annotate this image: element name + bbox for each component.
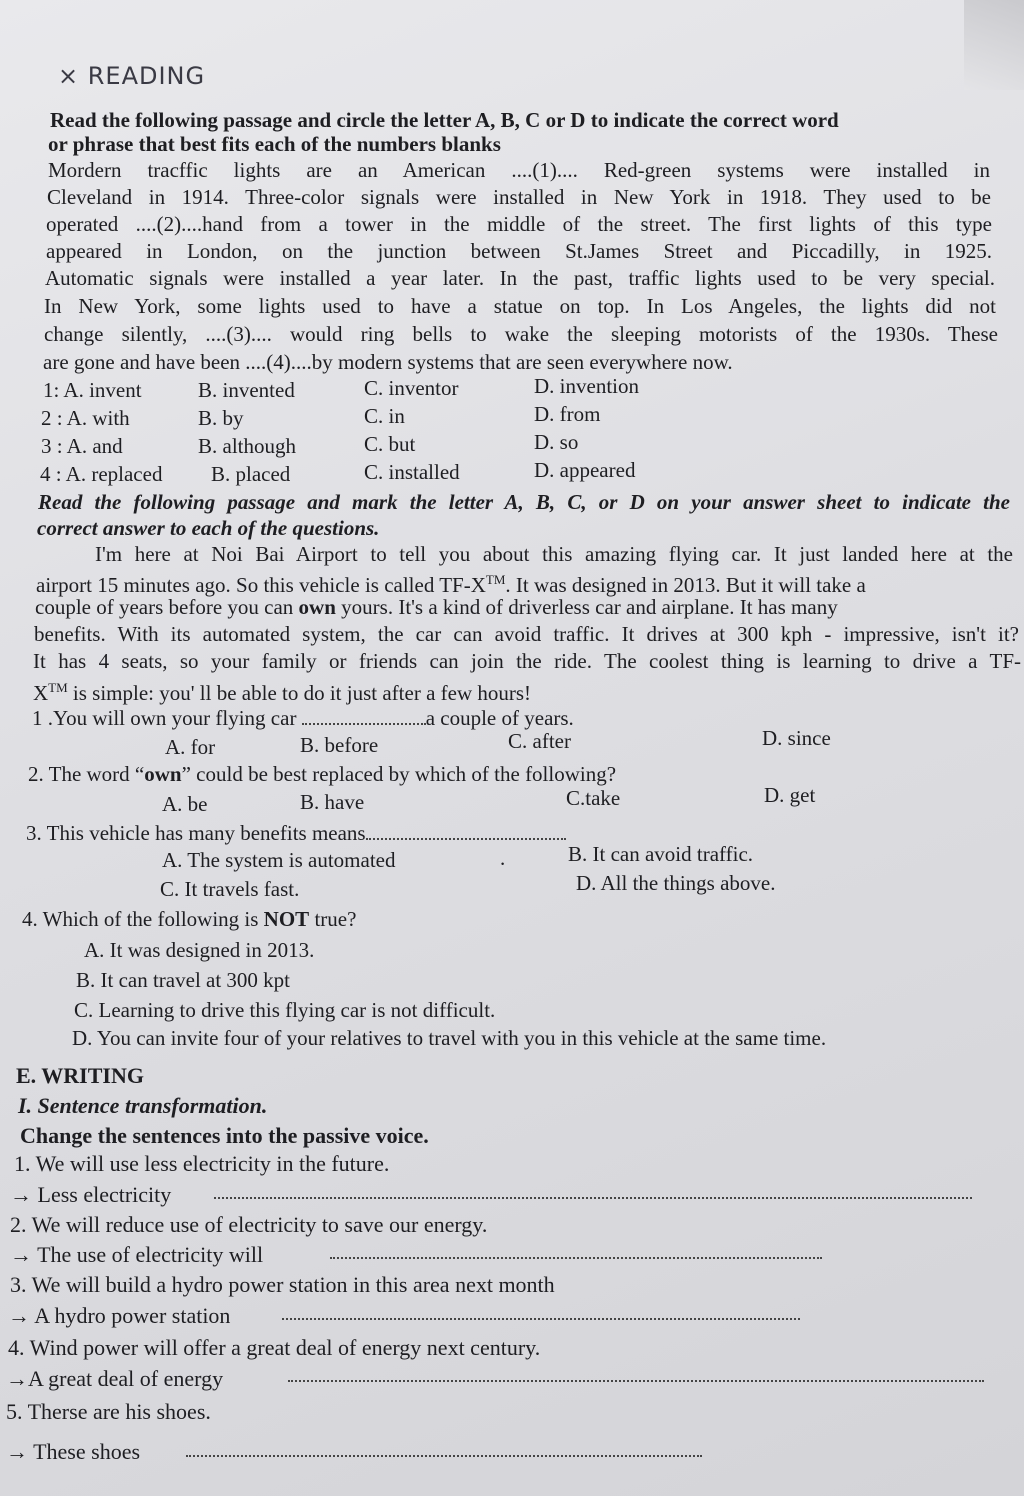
reading-q4-text: true? xyxy=(309,907,357,931)
q3-option-c: C. but xyxy=(364,432,416,456)
passage1-line: appeared in London, on the junction between St.James Street and Piccadilly, in 1925. xyxy=(46,239,992,263)
passage2-text: yours. It's a kind of driverless car and airplane. It has many xyxy=(335,595,838,619)
passage2-text: airport 15 minutes ago. So this vehicle is called TF-X xyxy=(36,573,486,597)
passage2-text: is simple: you' ll be able to do it just after a few hours! xyxy=(67,681,532,705)
passage1-line: Mordern tracffic lights are an American ....(1).... Red-green systems were installed in xyxy=(48,158,990,182)
reading-q2 xyxy=(28,762,616,786)
passage2-line xyxy=(33,676,531,705)
reading-q1-text: a couple of years. xyxy=(425,706,574,730)
reading-q3-option-a: A. The system is automated xyxy=(162,848,396,872)
trademark-superscript: TM xyxy=(485,572,506,587)
writing-a3-blank xyxy=(282,1318,800,1320)
q4-option-c: C. installed xyxy=(364,460,460,484)
reading-q4-option-d: D. You can invite four of your relatives to travel with you in this vehicle at the same time. xyxy=(72,1026,827,1050)
reading-q1-option-c: C. after xyxy=(508,729,571,753)
reading-q2-option-b: B. have xyxy=(300,790,365,814)
passage2-line xyxy=(36,568,866,597)
writing-a4-blank xyxy=(288,1380,984,1382)
reading-q2-option-a: A. be xyxy=(162,792,208,816)
reading-q2-text: 2. The word “ xyxy=(28,762,145,786)
reading-q4-option-b: B. It can travel at 300 kpt xyxy=(76,968,291,992)
writing-q3: 3. We will build a hydro power station in this area next month xyxy=(10,1272,555,1297)
passage2-line: benefits. With its automated system, the car can avoid traffic. It drives at 300 kph - impressive, isn't it? xyxy=(34,622,1019,646)
trademark-superscript: TM xyxy=(48,680,68,695)
reading-q3-blank xyxy=(366,838,566,840)
reading-q3-option-d: D. All the things above. xyxy=(576,871,776,895)
reading-q2-option-d: D. get xyxy=(764,783,816,807)
section1-instruction-line2: or phrase that best fits each of the numbers blanks xyxy=(48,132,501,156)
reading-q1-text: 1 .You will own your flying car xyxy=(32,706,302,730)
passage1-line: are gone and have been ....(4)....by modern systems that are seen everywhere now. xyxy=(43,350,733,374)
q4-option-d: D. appeared xyxy=(534,458,636,482)
writing-a1-prompt: → Less electricity xyxy=(10,1182,172,1207)
passage2-text: . It was designed in 2013. But it will take a xyxy=(505,573,866,597)
reading-q3-option-b: B. It can avoid traffic. xyxy=(568,842,754,866)
reading-q1 xyxy=(32,706,574,730)
reading-q3-option-c: C. It travels fast. xyxy=(160,877,300,901)
writing-a3-prompt: → A hydro power station xyxy=(8,1303,231,1328)
section2-instruction-line1: Read the following passage and mark the letter A, B, C, or D on your answer sheet to indicate the xyxy=(38,490,1010,514)
q2-option-d: D. from xyxy=(534,402,601,426)
writing-a4-prompt: →A great deal of energy xyxy=(6,1366,224,1391)
q3-option-a: 3 : A. and xyxy=(41,434,123,458)
q2-option-c: C. in xyxy=(364,404,405,428)
reading-q1-option-d: D. since xyxy=(762,726,831,750)
reading-q3-text: 3. This vehicle has many benefits means xyxy=(26,821,366,845)
passage1-line: In New York, some lights used to have a statue on top. In Los Angeles, the lights did not xyxy=(44,294,996,318)
q3-option-d: D. so xyxy=(534,430,579,454)
reading-q3 xyxy=(26,821,566,845)
writing-a2-blank xyxy=(330,1257,822,1259)
passage1-line: operated ....(2)....hand from a tower in the middle of the street. The first lights of this type xyxy=(46,212,992,236)
reading-q2-bold-own: own xyxy=(144,762,182,786)
reading-q1-option-a: A. for xyxy=(165,735,216,759)
reading-q3-stray-dot: . xyxy=(500,846,506,870)
passage2-line: It has 4 seats, so your family or friends can join the ride. The coolest thing is learning to drive a TF- xyxy=(33,649,1021,673)
passage2-line xyxy=(35,595,838,619)
section1-instruction-line1: Read the following passage and circle the letter A, B, C or D to indicate the correct word xyxy=(50,108,839,132)
reading-q2-option-c: C.take xyxy=(566,786,621,810)
reading-q4-bold-not: NOT xyxy=(263,907,310,931)
passage1-line: Automatic signals were installed a year later. In the past, traffic lights used to be very special. xyxy=(45,266,995,290)
writing-q5: 5. Therse are his shoes. xyxy=(6,1399,211,1424)
writing-a5-blank xyxy=(186,1455,702,1457)
writing-a5-prompt: → These shoes xyxy=(6,1439,141,1464)
q2-option-a: 2 : A. with xyxy=(41,406,130,430)
q1-option-b: B. invented xyxy=(198,378,295,402)
reading-q4-option-a: A. It was designed in 2013. xyxy=(84,938,315,962)
writing-subtitle: I. Sentence transformation. xyxy=(18,1093,268,1118)
passage1-line: change silently, ....(3).... would ring bells to wake the sleeping motorists of the 1930s. These xyxy=(44,322,998,346)
writing-q1: 1. We will use less electricity in the future. xyxy=(14,1151,390,1176)
writing-instruction: Change the sentences into the passive voice. xyxy=(20,1123,429,1148)
reading-q2-text: ” could be best replaced by which of the following? xyxy=(181,762,617,786)
passage2-bold-own: own xyxy=(298,595,336,619)
q1-option-c: C. inventor xyxy=(364,376,459,400)
section2-instruction-line2: correct answer to each of the questions. xyxy=(37,516,380,540)
passage1-line: Cleveland in 1914. Three-color signals were installed in New York in 1918. They used to be xyxy=(47,185,991,209)
reading-q1-option-b: B. before xyxy=(300,733,379,757)
q1-option-d: D. invention xyxy=(534,374,639,398)
q4-option-b: B. placed xyxy=(211,462,291,486)
reading-q4-option-c: C. Learning to drive this flying car is not difficult. xyxy=(74,998,496,1022)
q1-option-a: 1: A. invent xyxy=(43,378,142,402)
writing-a2-prompt: → The use of electricity will xyxy=(10,1242,264,1267)
writing-q4: 4. Wind power will offer a great deal of energy next century. xyxy=(8,1335,541,1360)
q4-option-a: 4 : A. replaced xyxy=(40,462,163,486)
q2-option-b: B. by xyxy=(198,406,244,430)
reading-q4 xyxy=(22,907,356,931)
writing-a1-blank xyxy=(214,1197,972,1199)
page-fold-shadow xyxy=(964,0,1024,90)
q3-option-b: B. although xyxy=(198,434,296,458)
writing-title: E. WRITING xyxy=(16,1063,144,1088)
reading-q1-blank xyxy=(302,723,426,725)
writing-q2: 2. We will reduce use of electricity to save our energy. xyxy=(10,1212,488,1237)
passage2-text: X xyxy=(33,681,49,705)
reading-q4-text: 4. Which of the following is xyxy=(22,907,264,931)
handwritten-heading: × READING xyxy=(58,62,206,90)
passage2-line: I'm here at Noi Bai Airport to tell you about this amazing flying car. It just landed here at the xyxy=(95,542,1013,566)
passage2-text: couple of years before you can xyxy=(35,595,299,619)
